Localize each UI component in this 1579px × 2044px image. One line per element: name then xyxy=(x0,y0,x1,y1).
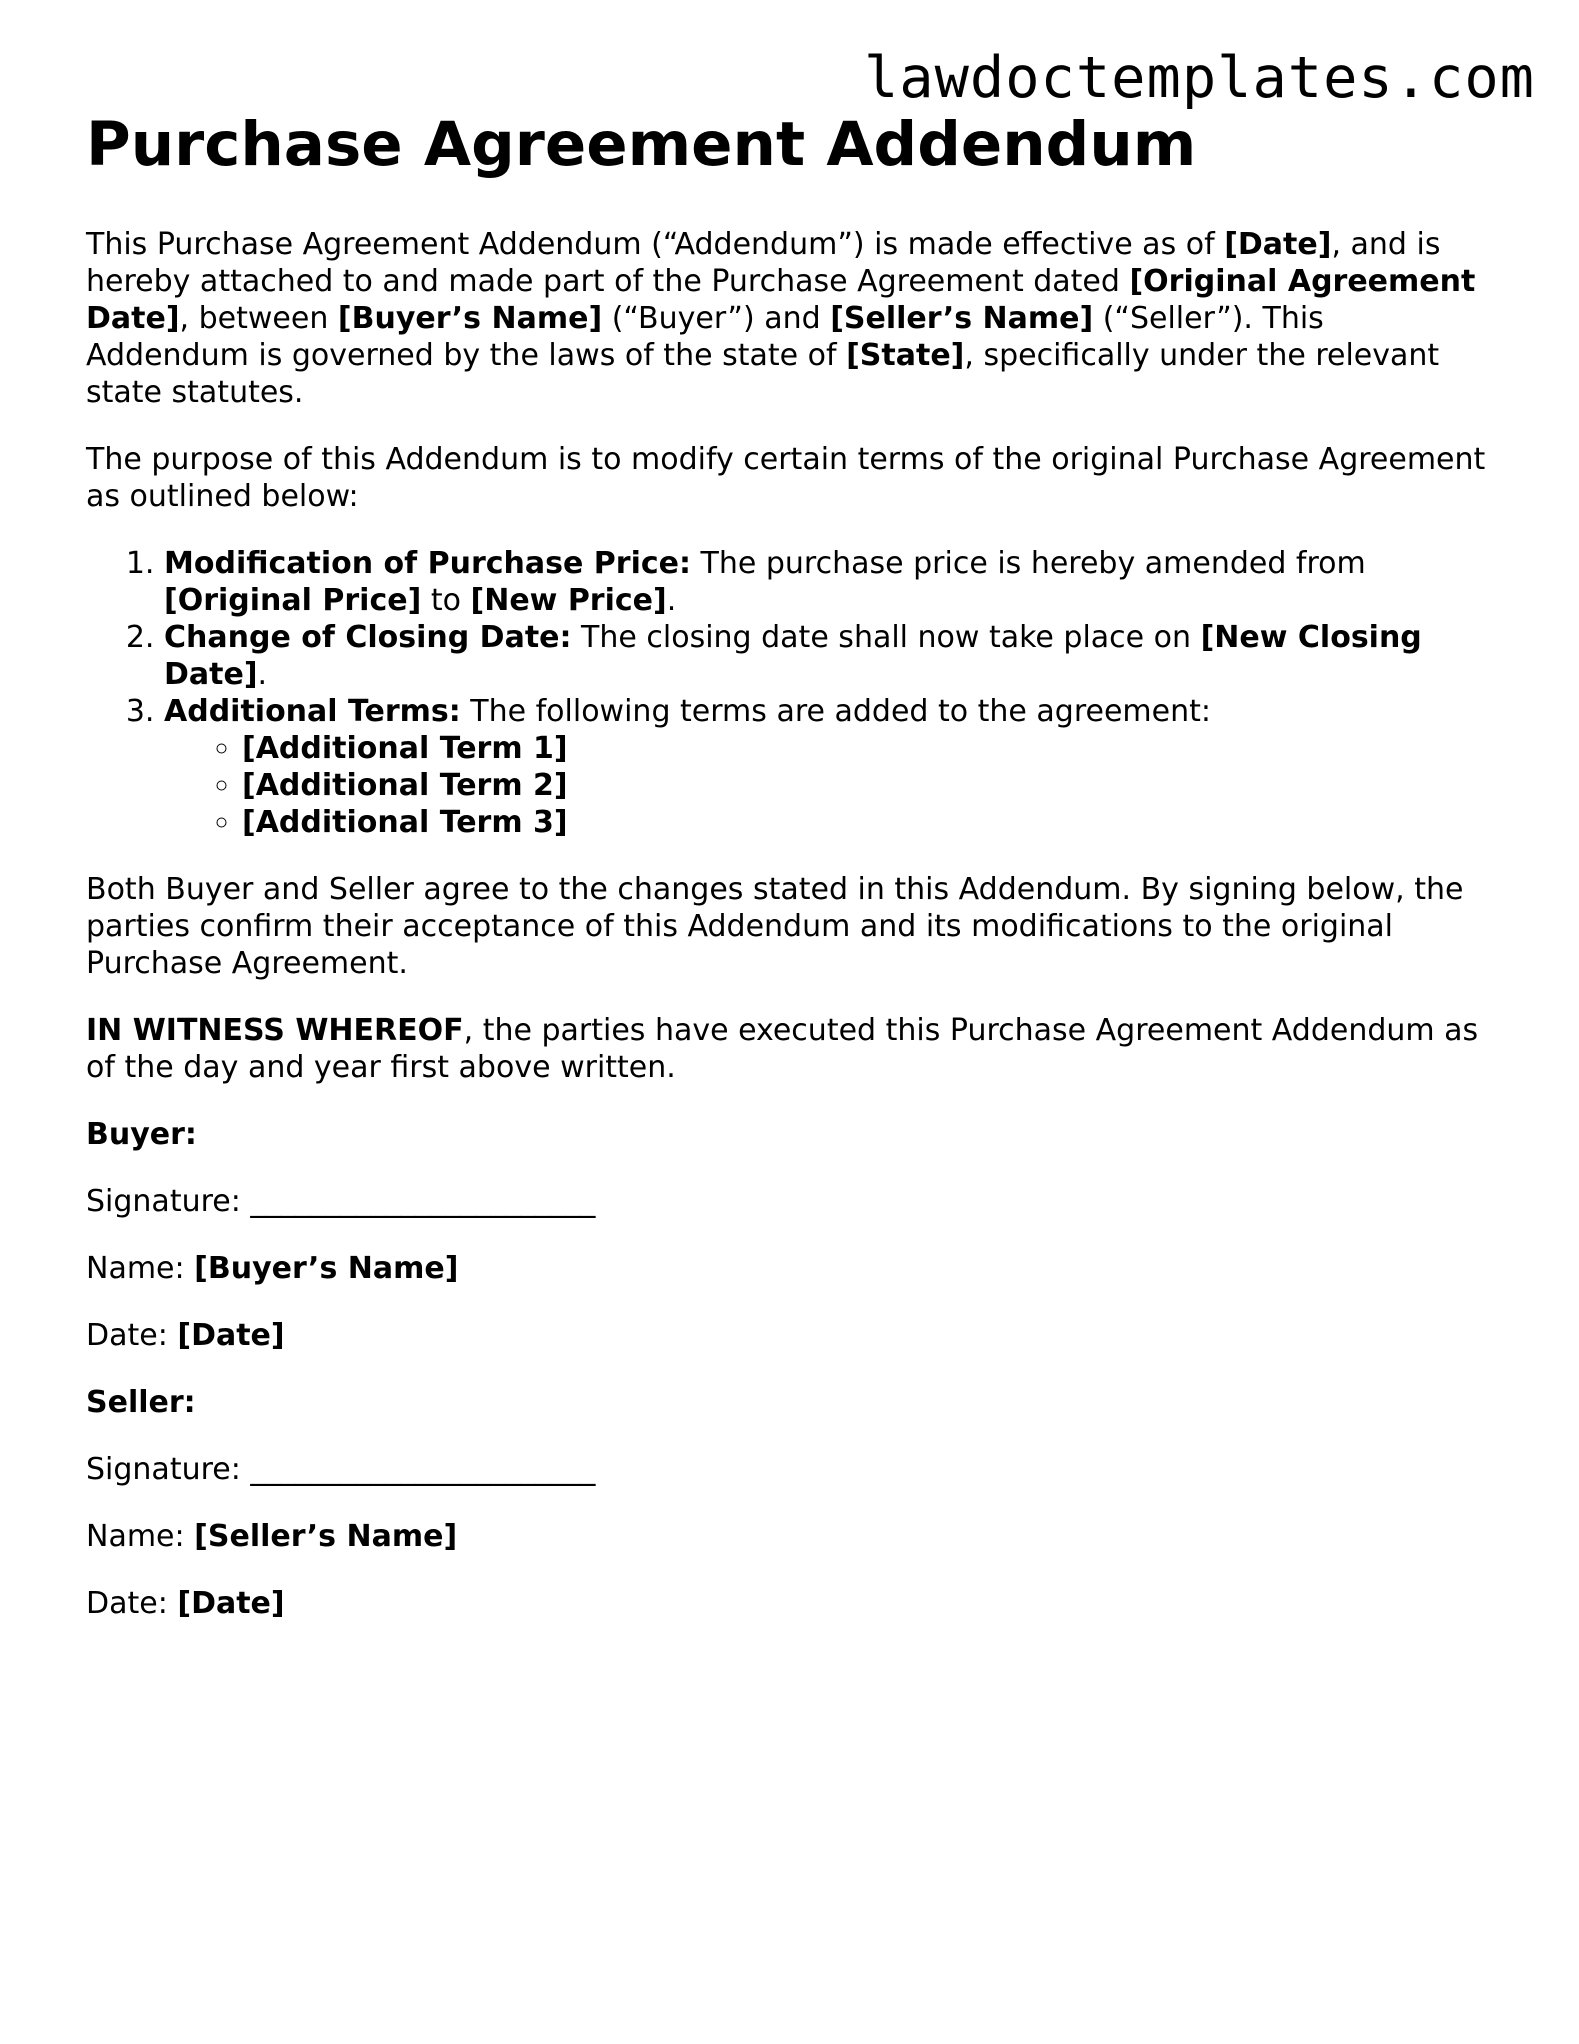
original-price-placeholder: [Original Price] xyxy=(164,583,422,619)
date-label: Date: xyxy=(86,1318,178,1354)
buyer-date-line xyxy=(86,1317,1496,1354)
seller-signature-line xyxy=(86,1451,1496,1488)
intro-paragraph xyxy=(86,226,1496,411)
witness-text: , the parties have executed this Purchase Agreement Addendum as of the day and year first above written. xyxy=(86,1013,1479,1086)
item-text: . xyxy=(666,583,677,619)
additional-term-placeholder: [Additional Term 3] xyxy=(242,805,568,841)
buyer-heading-text: Buyer: xyxy=(86,1117,197,1153)
item-text: The following terms are added to the agreement: xyxy=(460,694,1211,730)
item-label: Change of Closing Date: xyxy=(164,620,572,656)
signature-blank: _______________________ xyxy=(250,1452,596,1488)
buyer-name-line xyxy=(86,1250,1496,1287)
intro-text: , between xyxy=(179,301,338,337)
item-text: The closing date shall now take place on xyxy=(571,620,1201,656)
buyer-name-placeholder: [Buyer’s Name] xyxy=(337,301,603,337)
site-watermark: lawdoctemplates.com xyxy=(863,45,1535,111)
list-item xyxy=(242,804,1496,841)
seller-date-value: [Date] xyxy=(177,1586,285,1622)
effective-date-placeholder: [Date] xyxy=(1224,227,1332,263)
item-text: The purchase price is hereby amended from xyxy=(691,546,1366,582)
modification-list xyxy=(86,545,1496,841)
signature-label: Signature: xyxy=(86,1452,251,1488)
intro-text: , and is hereby attached to and made part of the Purchase Agreement dated xyxy=(86,227,1441,300)
seller-signature-block xyxy=(86,1384,1496,1622)
additional-term-placeholder: [Additional Term 1] xyxy=(242,731,568,767)
intro-text: (“Buyer”) and xyxy=(602,301,831,337)
name-label: Name: xyxy=(86,1251,195,1287)
state-placeholder: [State] xyxy=(846,338,965,374)
witness-paragraph xyxy=(86,1012,1496,1086)
seller-date-line xyxy=(86,1585,1496,1622)
document-title: Purchase Agreement Addendum xyxy=(86,109,1197,180)
original-date-placeholder: [Original Agreement Date] xyxy=(86,264,1476,337)
intro-text: , specifically under the relevant state statutes. xyxy=(86,338,1440,411)
additional-terms-list xyxy=(164,730,1496,841)
list-item xyxy=(242,767,1496,804)
seller-heading xyxy=(86,1384,1496,1421)
agreement-paragraph: Both Buyer and Seller agree to the changes stated in this Addendum. By signing below, the parties confirm their acceptance of this Addendum and its modifications to the original Purchase Agreement. xyxy=(86,872,1464,982)
item-text: to xyxy=(421,583,471,619)
buyer-signature-line xyxy=(86,1183,1496,1220)
signature-label: Signature: xyxy=(86,1184,251,1220)
date-label: Date: xyxy=(86,1586,178,1622)
name-label: Name: xyxy=(86,1519,195,1555)
seller-name-line xyxy=(86,1518,1496,1555)
seller-name-placeholder: [Seller’s Name] xyxy=(830,301,1094,337)
document-content xyxy=(86,110,1496,1652)
item-label: Modification of Purchase Price: xyxy=(164,546,691,582)
witness-heading: IN WITNESS WHEREOF xyxy=(86,1013,464,1049)
buyer-name-value: [Buyer’s Name] xyxy=(194,1251,459,1287)
new-price-placeholder: [New Price] xyxy=(470,583,667,619)
buyer-signature-block xyxy=(86,1116,1496,1354)
purpose-paragraph: The purpose of this Addendum is to modify certain terms of the original Purchase Agreement as outlined below: xyxy=(86,442,1486,515)
seller-name-value: [Seller’s Name] xyxy=(194,1519,458,1555)
item-label: Additional Terms: xyxy=(164,694,461,730)
list-item xyxy=(164,619,1496,693)
signature-blank: _______________________ xyxy=(250,1184,596,1220)
buyer-date-value: [Date] xyxy=(177,1318,285,1354)
intro-text: This Purchase Agreement Addendum (“Addendum”) is made effective as of xyxy=(86,227,1225,263)
intro-text: (“Seller”). This Addendum is governed by the laws of the state of xyxy=(86,301,1324,374)
buyer-heading xyxy=(86,1116,1496,1153)
seller-heading-text: Seller: xyxy=(86,1385,196,1421)
additional-term-placeholder: [Additional Term 2] xyxy=(242,768,568,804)
list-item xyxy=(242,730,1496,767)
new-closing-date-placeholder: [New Closing Date] xyxy=(164,620,1422,693)
list-item xyxy=(164,693,1496,841)
list-item xyxy=(164,545,1496,619)
item-text: . xyxy=(257,657,268,693)
